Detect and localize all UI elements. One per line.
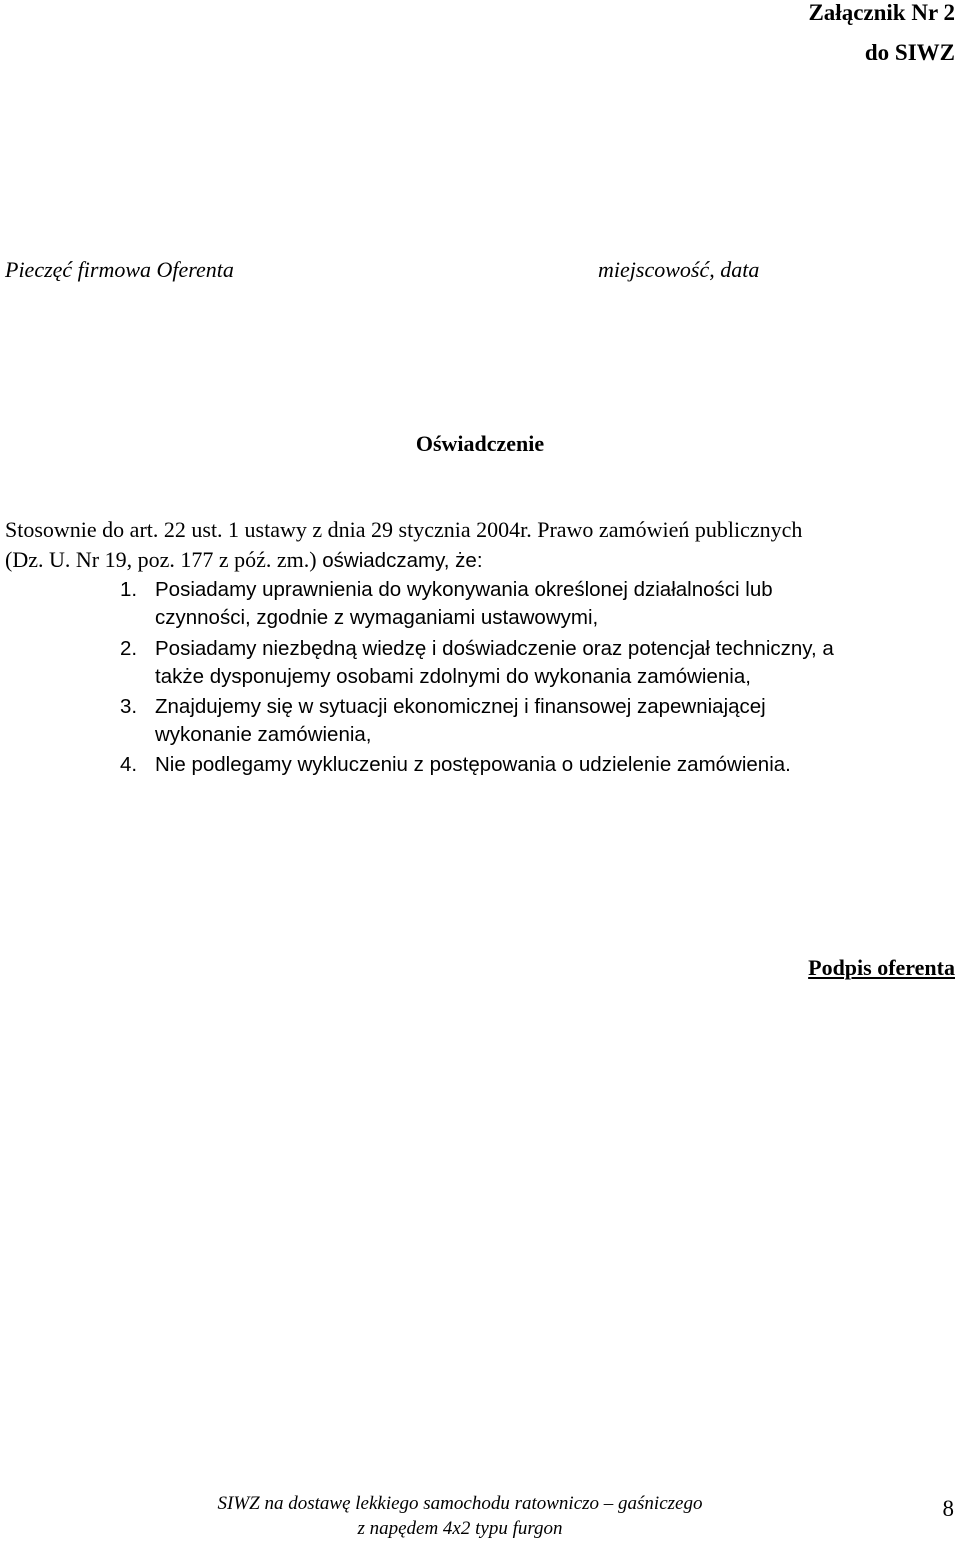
list-item-text: Znajdujemy się w sytuacji ekonomicznej i finansowej zapewniającej [155,695,766,718]
footer-line-2: z napędem 4x2 typu furgon [357,1518,563,1539]
list-item-text: wykonanie zamówienia, [155,723,372,746]
company-stamp-label: Pieczęć firmowa Oferenta [5,257,234,282]
list-item-text: Posiadamy uprawnienia do wykonywania określonej działalności lub [155,578,773,601]
list-item-text: czynności, zgodnie z wymaganiami ustawowymi, [155,606,599,629]
list-item-number: 2. [120,637,138,660]
intro-line-2 [5,547,483,573]
attachment-reference: do SIWZ [864,40,955,65]
attachment-number: Załącznik Nr 2 [808,0,955,25]
document-title: Oświadczenie [415,431,545,456]
place-date-label: miejscowość, data [598,257,760,282]
list-item-text: Nie podlegamy wykluczeniu z postępowania o udzielenie zamówienia. [155,753,791,776]
legal-reference: (Dz. U. Nr 19, poz. 177 z póź. zm.) [5,547,317,572]
list-item-number: 1. [120,578,138,601]
signature-label: Podpis oferenta [808,955,955,980]
intro-line-1: Stosownie do art. 22 ust. 1 ustawy z dnia 29 stycznia 2004r. Prawo zamówień publicznych [5,517,803,542]
declaration-lead: oświadczamy, że: [316,549,483,572]
list-item-text: także dysponujemy osobami zdolnymi do wykonania zamówienia, [155,665,751,688]
list-item-number: 3. [120,695,138,718]
list-item-number: 4. [120,753,138,776]
page-number: 8 [942,1496,954,1521]
footer-line-1: SIWZ na dostawę lekkiego samochodu ratowniczo – gaśniczego [217,1493,703,1514]
list-item-text: Posiadamy niezbędną wiedzę i doświadczenie oraz potencjał techniczny, a [155,637,834,660]
